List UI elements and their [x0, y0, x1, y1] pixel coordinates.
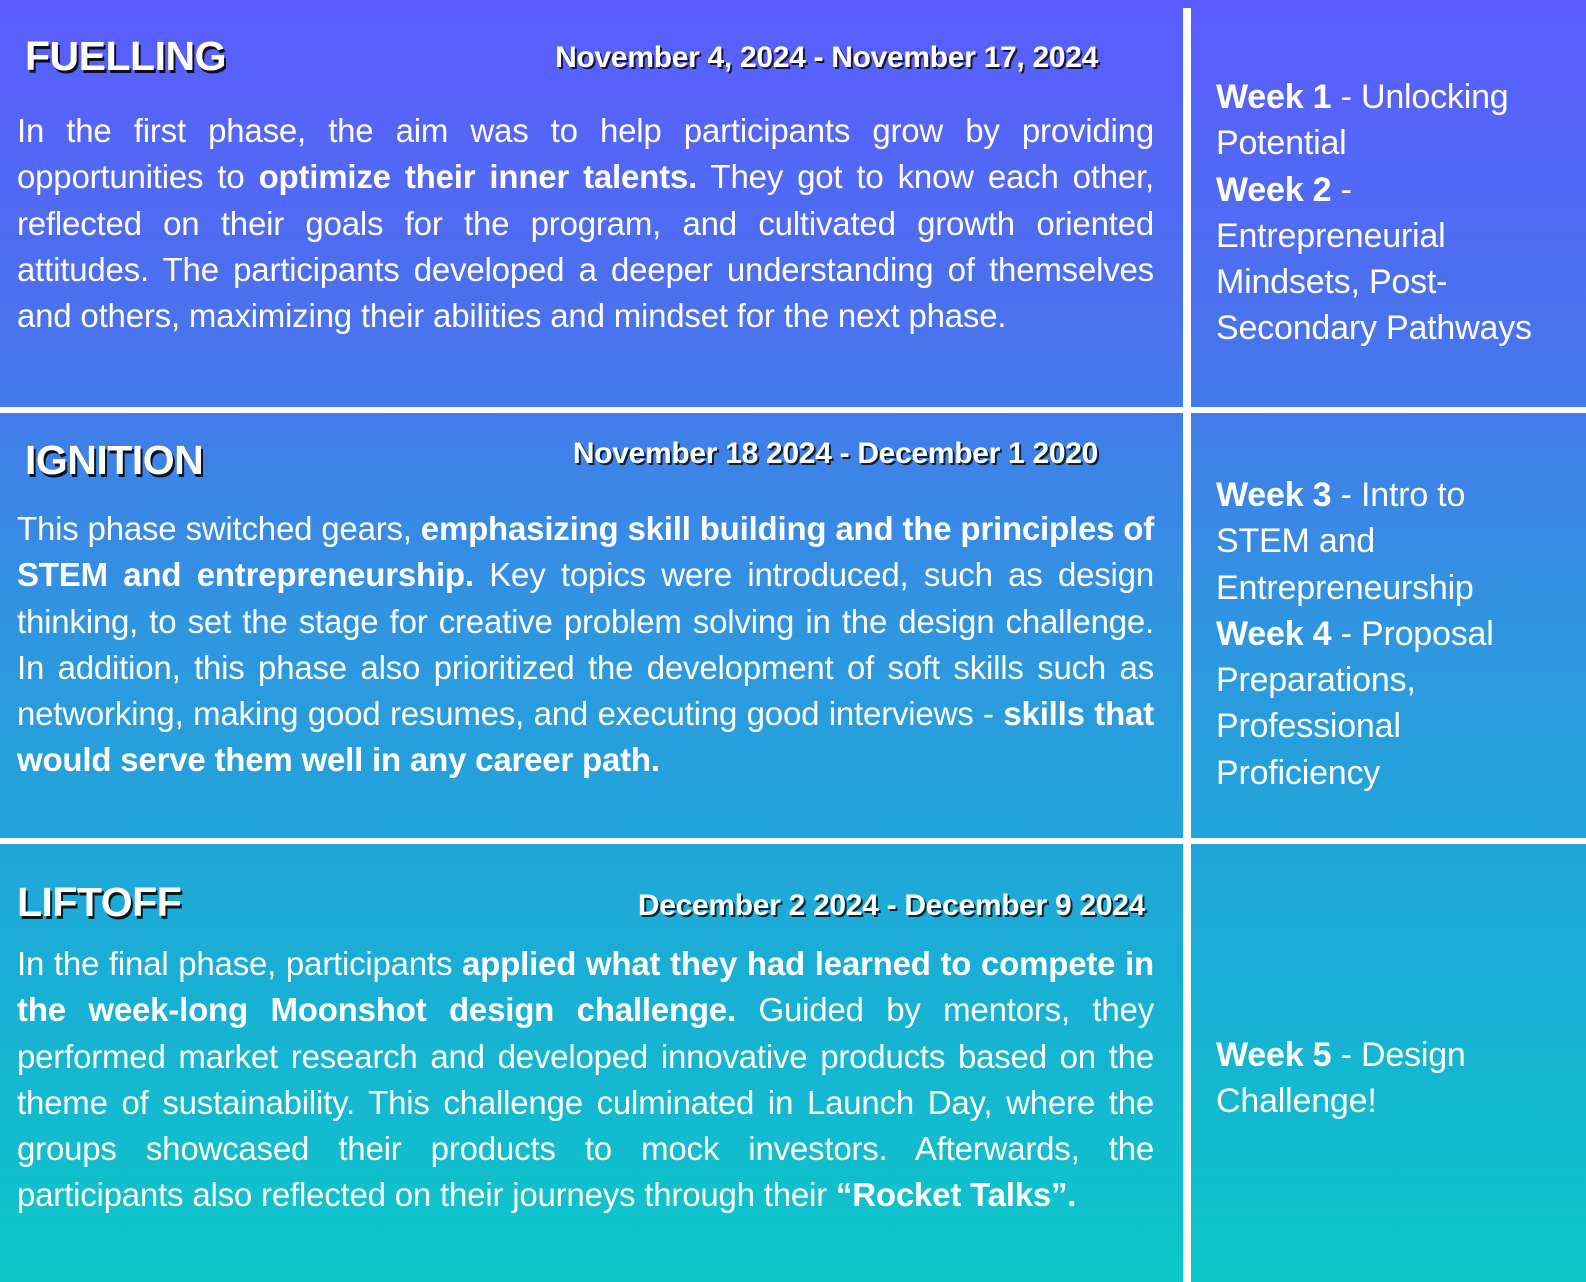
week-topic: - Design Challenge! [1216, 1036, 1466, 1121]
phase-weeks [1216, 1032, 1568, 1125]
text-segment-bold: emphasizing skill building and the principles of STEM and entrepreneurship. [17, 510, 1155, 594]
phase-description [17, 941, 1154, 1219]
text-segment-bold: applied what they had learned to compete in the week-long Moonshot design challenge. [17, 945, 1154, 1029]
text-segment-bold: skills that would serve them well in any career path. [17, 695, 1154, 779]
week-entry [1216, 1032, 1568, 1125]
phase-dates: November 4, 2024 - November 17, 2024 [555, 41, 1098, 74]
week-entry [1216, 74, 1568, 167]
phase-title: FUELLING [25, 33, 226, 79]
text-segment: This phase switched gears, [17, 510, 421, 547]
text-segment: In the first phase, the aim was to help participants grow by providing opportunities to [17, 112, 1154, 196]
week-entry [1216, 611, 1568, 796]
week-topic: - Unlocking Potential [1216, 78, 1509, 163]
text-segment: In the final phase, participants [17, 945, 463, 982]
text-segment: Guided by mentors, they performed market research and developed innovative products based on the theme of sustainability. This challenge culminated in Launch Day, where the groups showcased their products to mock investors. Afterwards, the participants also reflected on their journeys through their [17, 991, 1154, 1214]
text-segment: Key topics were introduced, such as design thinking, to set the stage for creative problem solving in the design challenge. In addition, this phase also prioritized the development of soft skills such as networking, making good resumes, and executing good interviews - [17, 556, 1154, 733]
phase-dates: November 18 2024 - December 1 2020 [572, 437, 1098, 470]
phase-weeks [1216, 74, 1568, 352]
week-topic: - Intro to STEM and Entrepreneurship [1216, 476, 1474, 607]
week-label: Week 5 [1216, 1036, 1332, 1074]
phase-title: LIFTOFF [17, 879, 182, 925]
week-label: Week 3 [1216, 476, 1332, 514]
phase-description [17, 506, 1154, 784]
row-divider [0, 838, 1586, 844]
week-label: Week 2 [1216, 170, 1332, 209]
phase-description [17, 108, 1154, 339]
text-segment: They got to know each other, reflected on their goals for the program, and cultivated growth oriented attitudes. The participants developed a deeper understanding of themselves and others, maximizing their abilities and mindset for the next phase. [17, 158, 1155, 335]
phase-title: IGNITION [25, 437, 204, 483]
week-entry [1216, 472, 1568, 611]
column-divider [1183, 8, 1191, 1282]
week-entry [1216, 167, 1568, 352]
week-topic: - Entrepreneurial Mindsets, Post-Secondary Pathways [1216, 170, 1532, 348]
text-segment-bold: “Rocket Talks”. [835, 1176, 1077, 1214]
week-label: Week 4 [1216, 614, 1332, 653]
text-segment-bold: optimize their inner talents. [258, 158, 698, 196]
row-divider [0, 407, 1586, 413]
week-topic: - Proposal Preparations, Professional Proficiency [1216, 614, 1494, 792]
phase-dates: December 2 2024 - December 9 2024 [637, 889, 1145, 922]
week-label: Week 1 [1216, 78, 1332, 116]
phase-weeks [1216, 472, 1568, 796]
